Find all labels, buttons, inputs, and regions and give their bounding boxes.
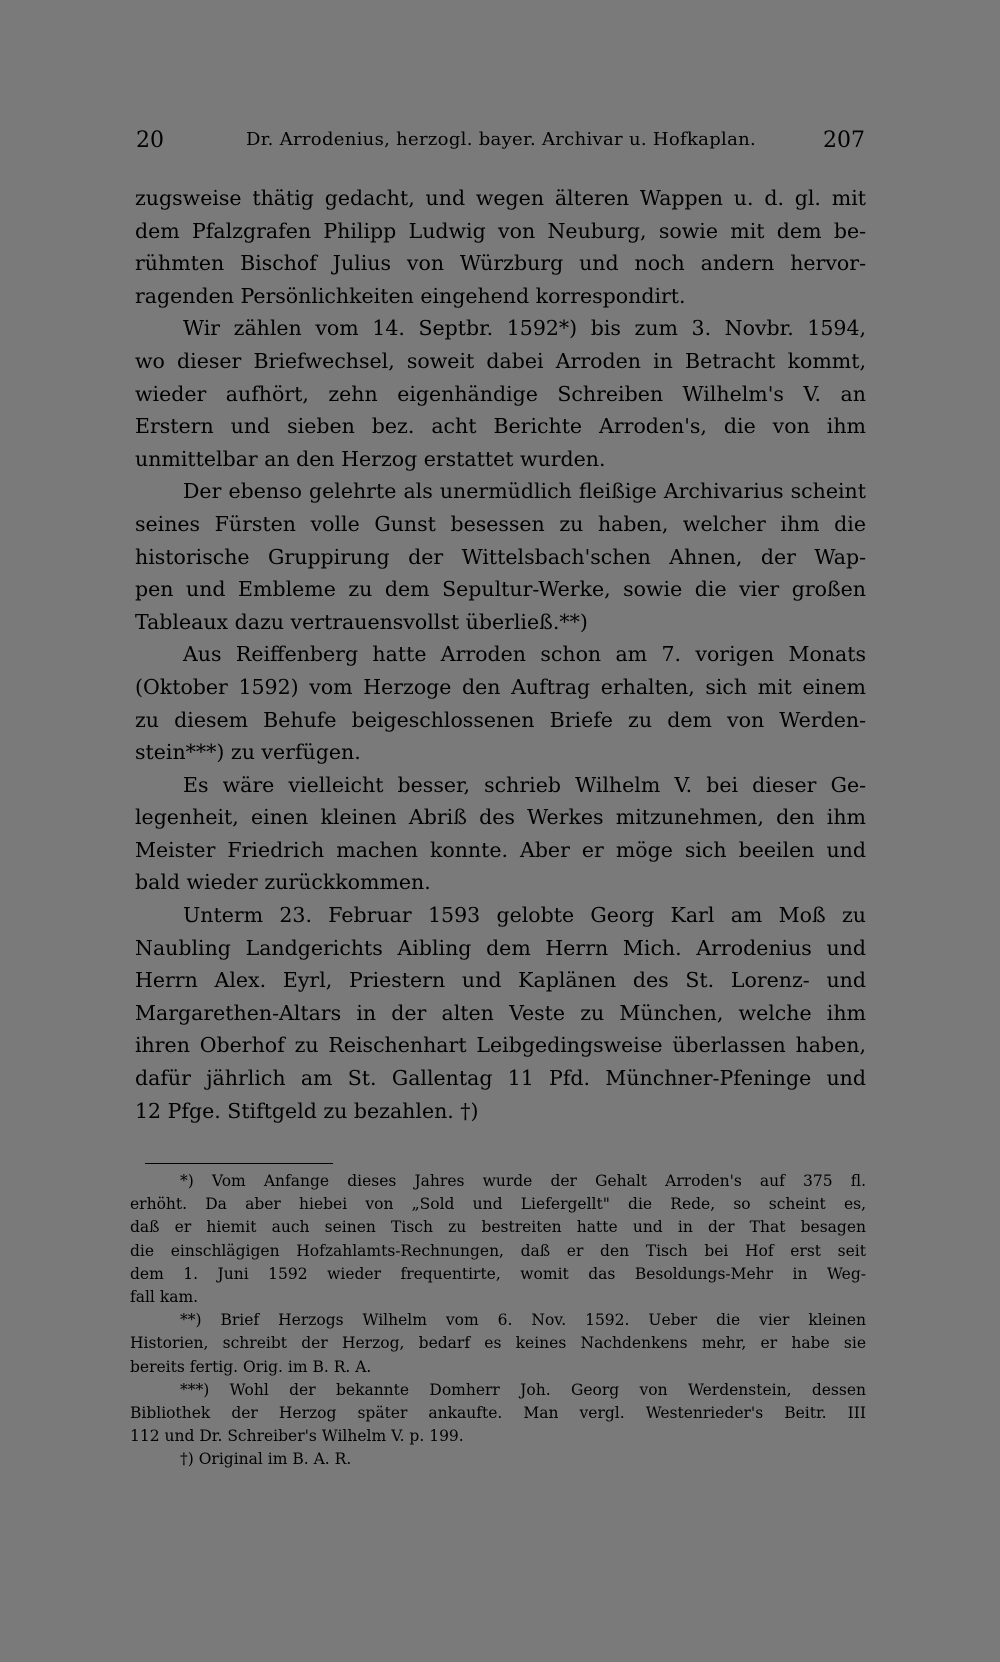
- text-line: historische Gruppirung der Wittelsbach'schen Ahnen, der Wap-: [135, 544, 866, 569]
- text-line: (Oktober 1592) vom Herzoge den Auftrag erhalten, sich mit einem: [135, 674, 866, 699]
- footnotes: [130, 1170, 866, 1471]
- footnote-line: erhöht. Da aber hiebei von „Sold und Liefergellt" die Rede, so scheint es,: [130, 1195, 866, 1214]
- text-line: Wir zählen vom 14. Septbr. 1592*) bis zum 3. Novbr. 1594,: [183, 316, 866, 341]
- text-line: seines Fürsten volle Gunst besessen zu haben, welcher ihm die: [135, 511, 866, 536]
- text-line: ragenden Persönlichkeiten eingehend korrespondirt.: [135, 283, 686, 308]
- text-line: zu diesem Behufe beigeschlossenen Briefe zu dem von Werden-: [135, 707, 866, 732]
- footnote-line: Bibliothek der Herzog später ankaufte. Man vergl. Westenrieder's Beitr. III: [130, 1403, 866, 1422]
- footnote-line: die einschlägigen Hofzahlamts-Rechnungen, daß er den Tisch bei Hof erst seit: [130, 1241, 866, 1260]
- footnote-line: fall kam.: [130, 1287, 199, 1306]
- footnote-line: dem 1. Juni 1592 wieder frequentirte, womit das Besoldungs-Mehr in Weg-: [130, 1264, 866, 1283]
- text-line: Es wäre vielleicht besser, schrieb Wilhelm V. bei dieser Ge-: [183, 772, 866, 797]
- footnote-line: Historien, schreibt der Herzog, bedarf es keines Nachdenkens mehr, er habe sie: [130, 1334, 866, 1353]
- text-line: Herrn Alex. Eyrl, Priestern und Kaplänen des St. Lorenz- und: [135, 968, 866, 993]
- text-line: Unterm 23. Februar 1593 gelobte Georg Karl am Moß zu: [183, 903, 866, 928]
- footnote-line: daß er hiemit auch seinen Tisch zu bestreiten hatte und in der That besagen: [130, 1218, 866, 1237]
- footnote-line: *) Vom Anfange dieses Jahres wurde der Gehalt Arroden's auf 375 fl.: [180, 1172, 866, 1190]
- text-line: zugsweise thätig gedacht, und wegen älteren Wappen u. d. gl. mit: [135, 186, 866, 210]
- text-line: dafür jährlich am St. Gallentag 11 Pfd. Münchner-Pfeninge und: [135, 1066, 866, 1091]
- page-number-left: 20: [136, 128, 164, 153]
- text-line: rühmten Bischof Julius von Würzburg und noch andern hervor-: [135, 251, 866, 276]
- page-number-right: 207: [823, 128, 865, 153]
- footnote-line: bereits fertig. Orig. im B. R. A.: [130, 1357, 372, 1376]
- text-line: Der ebenso gelehrte als unermüdlich fleißige Archivarius scheint: [183, 479, 866, 504]
- footnote-line: ***) Wohl der bekannte Domherr Joh. Georg von Werdenstein, dessen: [180, 1380, 866, 1399]
- text-line: Naubling Landgerichts Aibling dem Herrn Mich. Arrodenius und: [135, 935, 866, 960]
- text-line: Meister Friedrich machen konnte. Aber er möge sich beeilen und: [135, 837, 866, 862]
- text-line: 12 Pfge. Stiftgeld zu bezahlen. †): [135, 1098, 479, 1123]
- text-line: Erstern und sieben bez. acht Berichte Arroden's, die von ihm: [135, 414, 866, 439]
- text-line: Aus Reiffenberg hatte Arroden schon am 7. vorigen Monats: [183, 642, 866, 667]
- text-line: dem Pfalzgrafen Philipp Ludwig von Neuburg, sowie mit dem be-: [135, 218, 866, 243]
- footnote-line: †) Original im B. A. R.: [180, 1450, 352, 1469]
- text-line: wo dieser Briefwechsel, soweit dabei Arroden in Betracht kommt,: [135, 348, 866, 373]
- text-line: pen und Embleme zu dem Sepultur-Werke, sowie die vier großen: [135, 577, 866, 602]
- text-line: unmittelbar an den Herzog erstattet wurden.: [135, 446, 606, 471]
- text-line: ihren Oberhof zu Reischenhart Leibgedingsweise überlassen haben,: [135, 1033, 866, 1058]
- text-line: stein***) zu verfügen.: [135, 740, 361, 765]
- page-header: [136, 128, 865, 160]
- footnote-line: 112 und Dr. Schreiber's Wilhelm V. p. 199.: [130, 1427, 464, 1446]
- footnote-line: **) Brief Herzogs Wilhelm vom 6. Nov. 1592. Ueber die vier kleinen: [180, 1311, 866, 1330]
- body-text: [135, 182, 866, 1127]
- text-line: bald wieder zurückkommen.: [135, 870, 431, 895]
- text-line: wieder aufhört, zehn eigenhändige Schreiben Wilhelm's V. an: [135, 381, 866, 406]
- footnote-rule: [145, 1163, 333, 1164]
- running-head: Dr. Arrodenius, herzogl. bayer. Archivar u. Hofkaplan.: [246, 129, 757, 150]
- text-line: legenheit, einen kleinen Abriß des Werkes mitzunehmen, den ihm: [135, 805, 866, 830]
- text-line: Tableaux dazu vertrauensvollst überließ.**): [135, 609, 588, 634]
- text-line: Margarethen-Altars in der alten Veste zu München, welche ihm: [135, 1000, 866, 1025]
